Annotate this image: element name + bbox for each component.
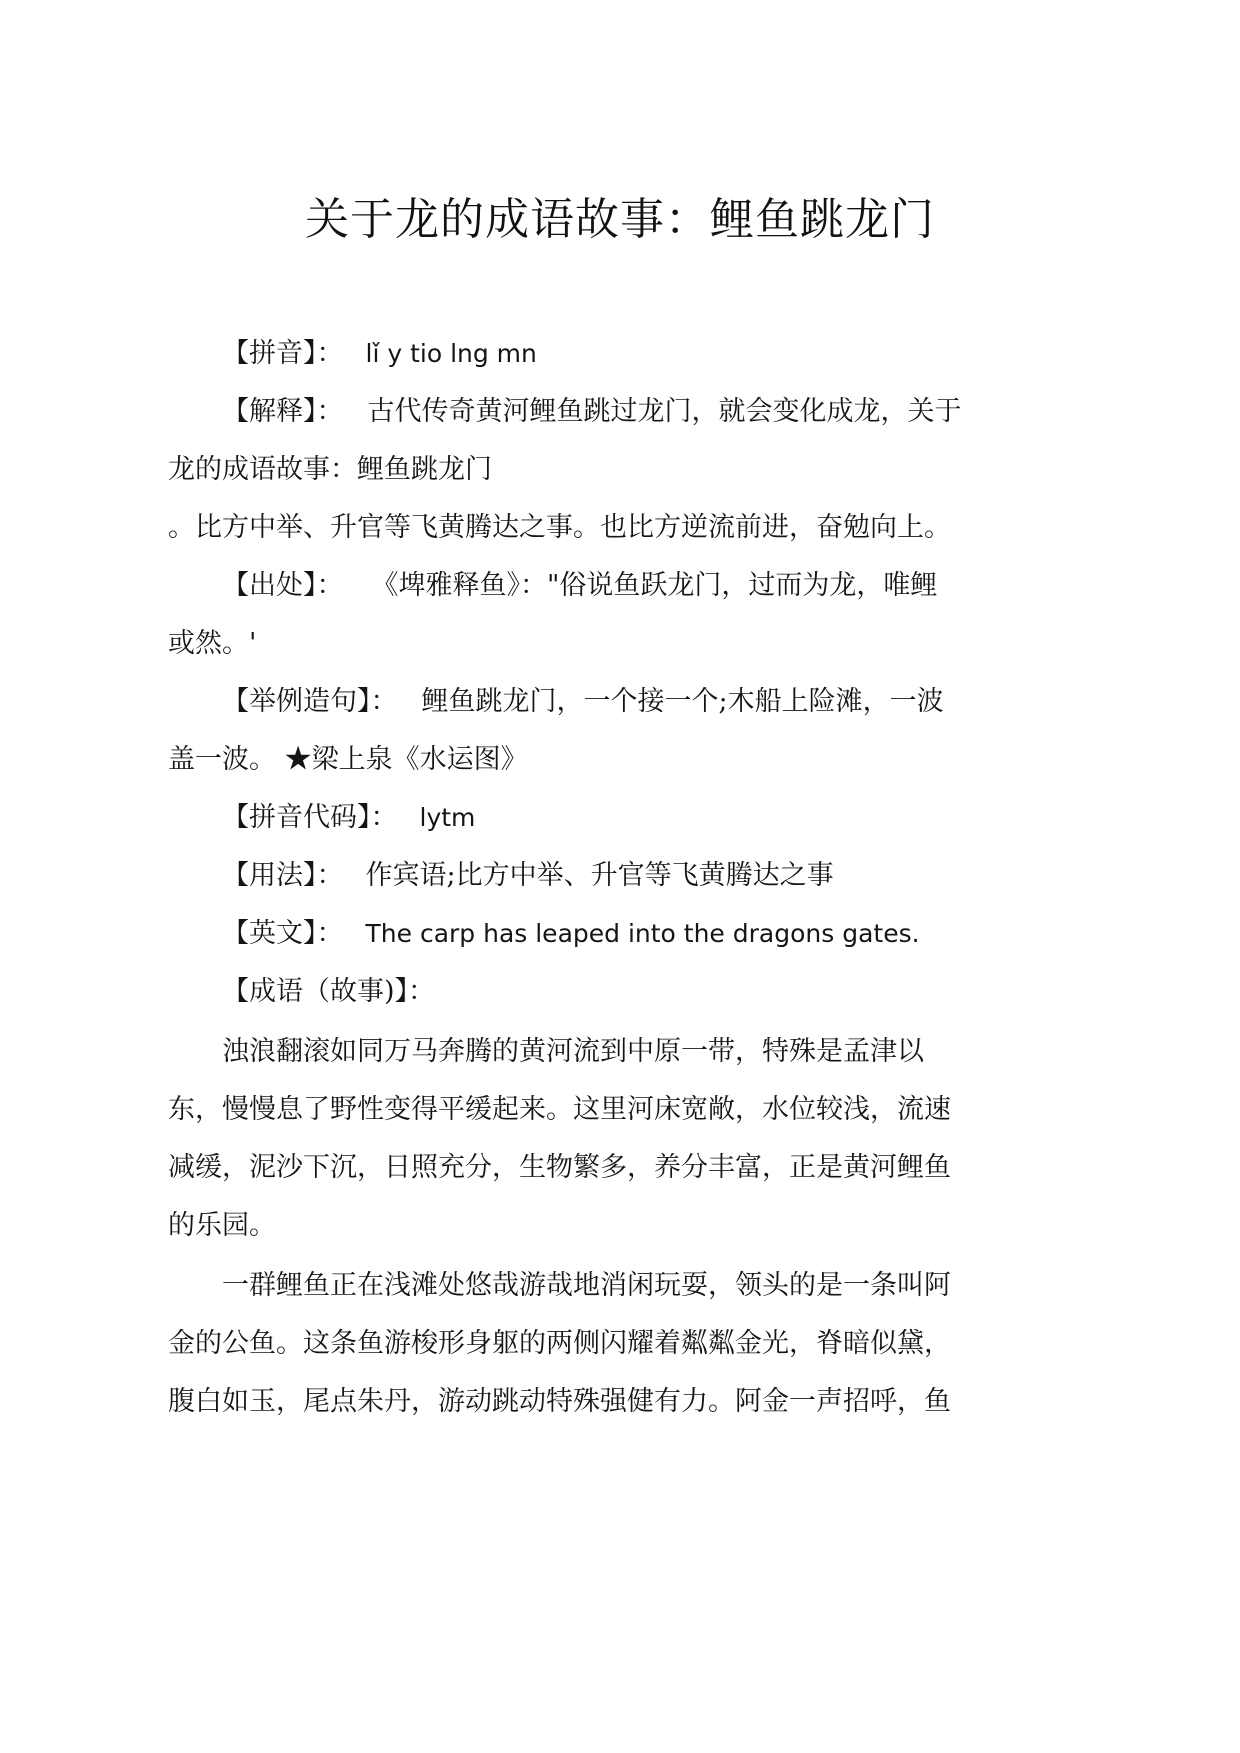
entry-value: lytm	[419, 803, 476, 832]
entry-label: 【举例造句】：	[222, 686, 398, 717]
entry-chuchu-cont: 或然。'	[168, 628, 257, 659]
entry-label: 【用法】：	[222, 860, 344, 891]
entry-label: 【解释】：	[222, 396, 344, 427]
entry-gushi	[222, 972, 435, 1012]
entry-yongfa	[222, 856, 834, 896]
entry-label: 【成语（故事)】：	[222, 976, 436, 1007]
entry-label: 【拼音代码】：	[222, 802, 398, 833]
story-line: 一群鲤鱼正在浅滩处悠哉游哉地消闲玩耍，领头的是一条叫阿	[222, 1270, 951, 1301]
entry-yingwen	[222, 914, 920, 954]
entry-label: 【拼音】：	[222, 338, 344, 369]
entry-jieshi	[222, 392, 962, 432]
entry-pinyin	[222, 334, 537, 374]
entry-label: 【英文】：	[222, 918, 344, 949]
entry-value: 《埤雅释鱼》："俗说鱼跃龙门，过而为龙，唯鲤	[371, 570, 938, 601]
story-line: 东，慢慢息了野性变得平缓起来。这里河床宽敞，水位较浅，流速	[168, 1094, 951, 1125]
entry-value: 古代传奇黄河鲤鱼跳过龙门，就会变化成龙，关于	[367, 396, 962, 427]
story-line: 浊浪翻滚如同万马奔腾的黄河流到中原一带，特殊是孟津以	[222, 1036, 924, 1067]
entry-chuchu	[222, 566, 937, 606]
entry-value: 鲤鱼跳龙门，一个接一个;木船上险滩，一波	[421, 686, 944, 717]
entry-juli-cont: 盖一波。 ★梁上泉《水运图》	[168, 744, 528, 775]
entry-jieshi-cont: 。比方中举、升官等飞黄腾达之事。也比方逆流前进，奋勉向上。	[168, 512, 951, 543]
story-line: 的乐园。	[168, 1210, 276, 1241]
story-line: 金的公鱼。这条鱼游梭形身躯的两侧闪耀着粼粼金光，脊暗似黛，	[168, 1328, 951, 1359]
entry-jieshi-cont: 龙的成语故事：鲤鱼跳龙门	[168, 454, 492, 485]
entry-daima	[222, 798, 475, 838]
entry-value: The carp has leaped into the dragons gates.	[365, 919, 920, 948]
story-line: 减缓，泥沙下沉，日照充分，生物繁多，养分丰富，正是黄河鲤鱼	[168, 1152, 951, 1183]
story-line: 腹白如玉，尾点朱丹，游动跳动特殊强健有力。阿金一声招呼，鱼	[168, 1386, 951, 1417]
entry-label: 【出处】：	[222, 570, 344, 601]
entry-juli	[222, 682, 944, 722]
entry-value: 作宾语;比方中举、升官等飞黄腾达之事	[365, 860, 834, 891]
entry-value: lǐ y tio lng mn	[365, 339, 537, 368]
page-title: 关于龙的成语故事：鲤鱼跳龙门	[305, 194, 935, 245]
